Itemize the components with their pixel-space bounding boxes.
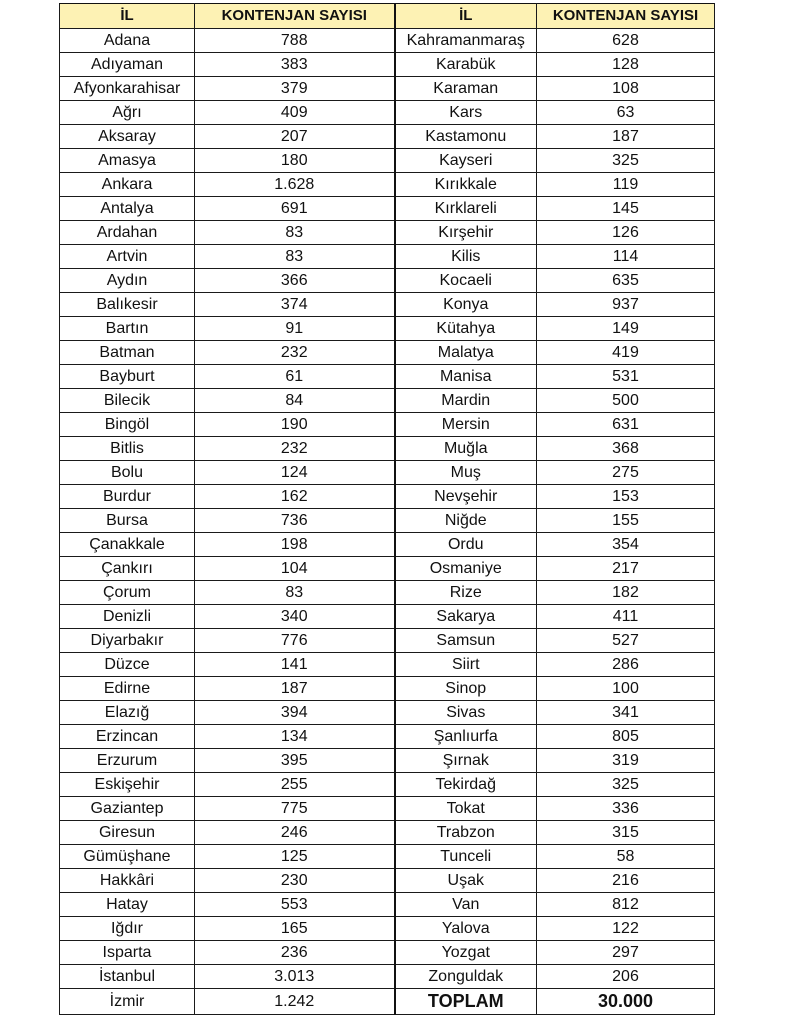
total-value: 30.000 xyxy=(537,989,715,1015)
quota-cell: 216 xyxy=(537,869,715,893)
quota-cell: 419 xyxy=(537,341,715,365)
quota-cell: 125 xyxy=(195,845,395,869)
quota-cell: 206 xyxy=(537,965,715,989)
quota-cell: 383 xyxy=(195,53,395,77)
quota-cell: 83 xyxy=(195,221,395,245)
quota-cell: 275 xyxy=(537,461,715,485)
table-row xyxy=(60,629,715,653)
province-cell: Ağrı xyxy=(60,101,195,125)
quota-cell: 91 xyxy=(195,317,395,341)
province-cell: Bartın xyxy=(60,317,195,341)
table-row xyxy=(60,197,715,221)
quota-cell: 527 xyxy=(537,629,715,653)
province-cell: Sivas xyxy=(395,701,537,725)
province-cell: Adana xyxy=(60,29,195,53)
province-cell: Kahramanmaraş xyxy=(395,29,537,53)
table-row xyxy=(60,269,715,293)
quota-cell: 190 xyxy=(195,413,395,437)
province-cell: Konya xyxy=(395,293,537,317)
quota-cell: 182 xyxy=(537,581,715,605)
quota-cell: 246 xyxy=(195,821,395,845)
quota-cell: 83 xyxy=(195,581,395,605)
province-cell: Hakkâri xyxy=(60,869,195,893)
table-row xyxy=(60,101,715,125)
province-cell: Bayburt xyxy=(60,365,195,389)
quota-cell: 63 xyxy=(537,101,715,125)
header-province-right: İL xyxy=(395,4,537,29)
table-row xyxy=(60,725,715,749)
header-quota-right: KONTENJAN SAYISI xyxy=(537,4,715,29)
province-cell: Hatay xyxy=(60,893,195,917)
province-cell: Adıyaman xyxy=(60,53,195,77)
province-cell: Gaziantep xyxy=(60,797,195,821)
table-row xyxy=(60,821,715,845)
quota-cell: 84 xyxy=(195,389,395,413)
quota-cell: 409 xyxy=(195,101,395,125)
province-cell: Van xyxy=(395,893,537,917)
header-quota-left: KONTENJAN SAYISI xyxy=(195,4,395,29)
quota-cell: 394 xyxy=(195,701,395,725)
quota-cell: 631 xyxy=(537,413,715,437)
quota-cell: 325 xyxy=(537,149,715,173)
quota-cell: 736 xyxy=(195,509,395,533)
quota-cell: 61 xyxy=(195,365,395,389)
quota-cell: 691 xyxy=(195,197,395,221)
quota-cell: 1.628 xyxy=(195,173,395,197)
province-cell: Trabzon xyxy=(395,821,537,845)
province-cell: Tunceli xyxy=(395,845,537,869)
province-cell: Niğde xyxy=(395,509,537,533)
quota-cell: 83 xyxy=(195,245,395,269)
province-cell: Aydın xyxy=(60,269,195,293)
table-row xyxy=(60,869,715,893)
province-cell: Nevşehir xyxy=(395,485,537,509)
province-cell: Iğdır xyxy=(60,917,195,941)
province-cell: Artvin xyxy=(60,245,195,269)
quota-table xyxy=(59,3,715,1015)
province-cell: Rize xyxy=(395,581,537,605)
table-row xyxy=(60,557,715,581)
province-cell: Tokat xyxy=(395,797,537,821)
quota-cell: 153 xyxy=(537,485,715,509)
table-row xyxy=(60,773,715,797)
table-row xyxy=(60,917,715,941)
quota-cell: 134 xyxy=(195,725,395,749)
header-province-left: İL xyxy=(60,4,195,29)
quota-cell: 162 xyxy=(195,485,395,509)
quota-cell: 635 xyxy=(537,269,715,293)
province-cell: Bolu xyxy=(60,461,195,485)
province-cell: Kırklareli xyxy=(395,197,537,221)
quota-cell: 128 xyxy=(537,53,715,77)
table-row xyxy=(60,77,715,101)
quota-cell: 805 xyxy=(537,725,715,749)
province-cell: Çorum xyxy=(60,581,195,605)
quota-cell: 1.242 xyxy=(195,989,395,1015)
quota-cell: 232 xyxy=(195,437,395,461)
province-cell: Siirt xyxy=(395,653,537,677)
province-cell: Kırşehir xyxy=(395,221,537,245)
province-cell: Uşak xyxy=(395,869,537,893)
province-cell: Çankırı xyxy=(60,557,195,581)
quota-cell: 315 xyxy=(537,821,715,845)
province-cell: Samsun xyxy=(395,629,537,653)
table-row xyxy=(60,317,715,341)
quota-cell: 341 xyxy=(537,701,715,725)
province-cell: Aksaray xyxy=(60,125,195,149)
quota-cell: 788 xyxy=(195,29,395,53)
province-cell: Giresun xyxy=(60,821,195,845)
table-row xyxy=(60,461,715,485)
table-row xyxy=(60,173,715,197)
province-cell: Karaman xyxy=(395,77,537,101)
quota-cell: 207 xyxy=(195,125,395,149)
quota-cell: 297 xyxy=(537,941,715,965)
quota-cell: 368 xyxy=(537,437,715,461)
quota-cell: 255 xyxy=(195,773,395,797)
quota-cell: 124 xyxy=(195,461,395,485)
quota-cell: 236 xyxy=(195,941,395,965)
province-cell: Denizli xyxy=(60,605,195,629)
province-cell: Bursa xyxy=(60,509,195,533)
quota-cell: 108 xyxy=(537,77,715,101)
province-cell: Kars xyxy=(395,101,537,125)
quota-cell: 937 xyxy=(537,293,715,317)
quota-cell: 232 xyxy=(195,341,395,365)
province-cell: Bitlis xyxy=(60,437,195,461)
province-cell: Kütahya xyxy=(395,317,537,341)
quota-cell: 354 xyxy=(537,533,715,557)
province-cell: Karabük xyxy=(395,53,537,77)
quota-cell: 187 xyxy=(537,125,715,149)
table-row xyxy=(60,749,715,773)
quota-cell: 198 xyxy=(195,533,395,557)
table-row xyxy=(60,437,715,461)
province-cell: İstanbul xyxy=(60,965,195,989)
province-cell: Amasya xyxy=(60,149,195,173)
province-cell: Isparta xyxy=(60,941,195,965)
quota-cell: 3.013 xyxy=(195,965,395,989)
table-row xyxy=(60,653,715,677)
province-cell: Afyonkarahisar xyxy=(60,77,195,101)
province-cell: Batman xyxy=(60,341,195,365)
table-row xyxy=(60,149,715,173)
quota-cell: 319 xyxy=(537,749,715,773)
table-row xyxy=(60,485,715,509)
table-row xyxy=(60,29,715,53)
quota-cell: 812 xyxy=(537,893,715,917)
table-row xyxy=(60,341,715,365)
quota-cell: 217 xyxy=(537,557,715,581)
province-cell: Erzincan xyxy=(60,725,195,749)
quota-cell: 286 xyxy=(537,653,715,677)
province-cell: Bilecik xyxy=(60,389,195,413)
table-row xyxy=(60,701,715,725)
quota-cell: 114 xyxy=(537,245,715,269)
province-cell: Malatya xyxy=(395,341,537,365)
province-cell: Şanlıurfa xyxy=(395,725,537,749)
province-cell: Mardin xyxy=(395,389,537,413)
province-cell: Ankara xyxy=(60,173,195,197)
quota-cell: 531 xyxy=(537,365,715,389)
quota-cell: 374 xyxy=(195,293,395,317)
table-row xyxy=(60,293,715,317)
province-cell: Burdur xyxy=(60,485,195,509)
province-cell: Eskişehir xyxy=(60,773,195,797)
table-row xyxy=(60,893,715,917)
table-row xyxy=(60,941,715,965)
quota-cell: 553 xyxy=(195,893,395,917)
quota-cell: 628 xyxy=(537,29,715,53)
province-cell: Ardahan xyxy=(60,221,195,245)
total-row xyxy=(60,989,715,1015)
province-cell: İzmir xyxy=(60,989,195,1015)
quota-cell: 126 xyxy=(537,221,715,245)
table-row xyxy=(60,581,715,605)
quota-cell: 379 xyxy=(195,77,395,101)
province-cell: Balıkesir xyxy=(60,293,195,317)
quota-cell: 180 xyxy=(195,149,395,173)
province-cell: Kocaeli xyxy=(395,269,537,293)
quota-cell: 104 xyxy=(195,557,395,581)
quota-cell: 100 xyxy=(537,677,715,701)
quota-cell: 155 xyxy=(537,509,715,533)
quota-cell: 775 xyxy=(195,797,395,821)
table-row xyxy=(60,53,715,77)
province-cell: Kastamonu xyxy=(395,125,537,149)
province-cell: Ordu xyxy=(395,533,537,557)
province-cell: Zonguldak xyxy=(395,965,537,989)
province-cell: Erzurum xyxy=(60,749,195,773)
province-cell: Gümüşhane xyxy=(60,845,195,869)
quota-cell: 325 xyxy=(537,773,715,797)
province-cell: Çanakkale xyxy=(60,533,195,557)
province-cell: Elazığ xyxy=(60,701,195,725)
table-row xyxy=(60,677,715,701)
table-row xyxy=(60,509,715,533)
quota-cell: 58 xyxy=(537,845,715,869)
table-row xyxy=(60,389,715,413)
table-row xyxy=(60,965,715,989)
quota-cell: 230 xyxy=(195,869,395,893)
quota-cell: 411 xyxy=(537,605,715,629)
province-cell: Muş xyxy=(395,461,537,485)
quota-cell: 500 xyxy=(537,389,715,413)
province-cell: Sinop xyxy=(395,677,537,701)
province-cell: Kayseri xyxy=(395,149,537,173)
province-cell: Antalya xyxy=(60,197,195,221)
province-cell: Diyarbakır xyxy=(60,629,195,653)
quota-cell: 145 xyxy=(537,197,715,221)
province-cell: Muğla xyxy=(395,437,537,461)
province-cell: Tekirdağ xyxy=(395,773,537,797)
province-cell: Mersin xyxy=(395,413,537,437)
total-label: TOPLAM xyxy=(395,989,537,1015)
province-cell: Düzce xyxy=(60,653,195,677)
table-row xyxy=(60,413,715,437)
quota-cell: 336 xyxy=(537,797,715,821)
quota-cell: 165 xyxy=(195,917,395,941)
table-row xyxy=(60,797,715,821)
table-row xyxy=(60,533,715,557)
province-cell: Yozgat xyxy=(395,941,537,965)
quota-cell: 395 xyxy=(195,749,395,773)
quota-cell: 340 xyxy=(195,605,395,629)
quota-cell: 122 xyxy=(537,917,715,941)
province-cell: Osmaniye xyxy=(395,557,537,581)
province-cell: Yalova xyxy=(395,917,537,941)
quota-cell: 119 xyxy=(537,173,715,197)
table-row xyxy=(60,365,715,389)
province-cell: Bingöl xyxy=(60,413,195,437)
quota-cell: 776 xyxy=(195,629,395,653)
province-cell: Edirne xyxy=(60,677,195,701)
quota-cell: 187 xyxy=(195,677,395,701)
province-cell: Şırnak xyxy=(395,749,537,773)
quota-cell: 149 xyxy=(537,317,715,341)
province-cell: Kilis xyxy=(395,245,537,269)
table-row xyxy=(60,845,715,869)
quota-cell: 141 xyxy=(195,653,395,677)
table-row xyxy=(60,125,715,149)
table-row xyxy=(60,221,715,245)
province-cell: Kırıkkale xyxy=(395,173,537,197)
quota-cell: 366 xyxy=(195,269,395,293)
table-row xyxy=(60,245,715,269)
header-row xyxy=(60,4,715,29)
province-cell: Sakarya xyxy=(395,605,537,629)
province-cell: Manisa xyxy=(395,365,537,389)
table-row xyxy=(60,605,715,629)
